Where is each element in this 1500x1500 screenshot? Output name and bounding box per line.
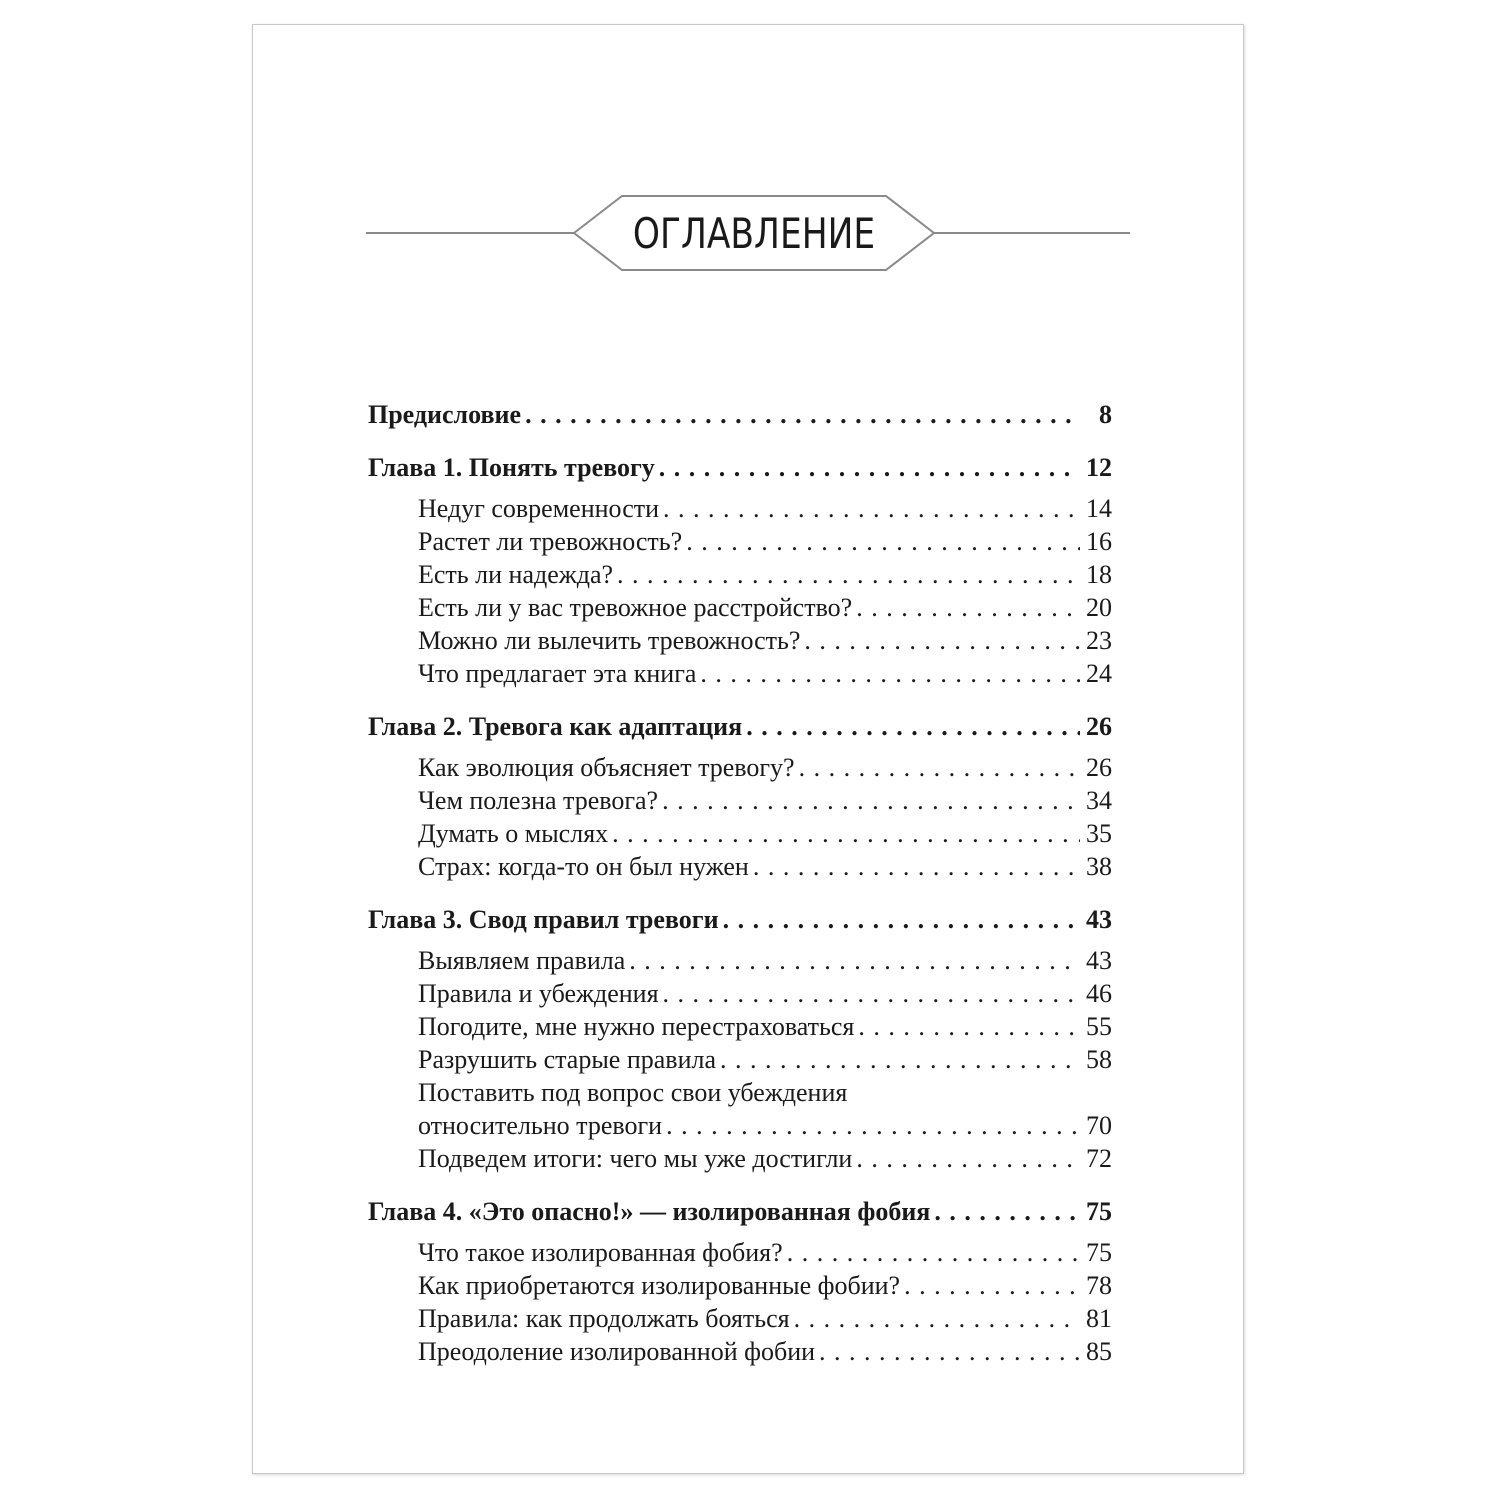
dot-leader bbox=[799, 751, 1080, 784]
entry-label: Погодите, мне нужно перестраховаться bbox=[418, 1012, 855, 1041]
toc-entry-section[interactable] bbox=[368, 657, 1112, 690]
dot-leader bbox=[617, 558, 1080, 591]
page-number: 34 bbox=[1086, 786, 1112, 815]
entry-label: относительно тревоги bbox=[418, 1111, 663, 1140]
dot-leader bbox=[856, 591, 1080, 624]
entry-label: Выявляем правила bbox=[418, 946, 626, 975]
page-number: 85 bbox=[1086, 1337, 1112, 1366]
dot-leader bbox=[612, 817, 1080, 850]
page-number: 78 bbox=[1086, 1271, 1112, 1300]
toc-entry-chapter-1[interactable] bbox=[368, 451, 1112, 484]
dot-leader bbox=[720, 1043, 1080, 1076]
page-number: 26 bbox=[1086, 753, 1112, 782]
dot-leader bbox=[629, 944, 1080, 977]
toc-entry-section[interactable] bbox=[368, 492, 1112, 525]
page-number: 38 bbox=[1086, 852, 1112, 881]
dot-leader bbox=[856, 1142, 1080, 1175]
toc-entry-section[interactable] bbox=[368, 1109, 1112, 1142]
entry-label: Правила и убеждения bbox=[418, 979, 659, 1008]
entry-label: Правила: как продолжать бояться bbox=[418, 1304, 790, 1333]
page-number: 14 bbox=[1086, 494, 1112, 523]
entry-label: Преодоление изолированной фобии bbox=[418, 1337, 816, 1366]
toc-entry-section[interactable] bbox=[368, 817, 1112, 850]
entry-label: Как приобретаются изолированные фобии? bbox=[418, 1271, 901, 1300]
dot-leader bbox=[700, 657, 1080, 690]
page-number: 35 bbox=[1086, 819, 1112, 848]
dot-leader bbox=[659, 451, 1080, 484]
dot-leader bbox=[904, 1269, 1080, 1302]
dot-leader bbox=[934, 1195, 1080, 1228]
toc-entry-section[interactable] bbox=[368, 1335, 1112, 1368]
toc-entry-chapter-3[interactable] bbox=[368, 903, 1112, 936]
dot-leader bbox=[663, 977, 1080, 1010]
page-number: 24 bbox=[1086, 659, 1112, 688]
toc-entry-section[interactable] bbox=[368, 751, 1112, 784]
entry-label: Предисловие bbox=[368, 400, 522, 429]
toc-entry-section[interactable] bbox=[368, 1010, 1112, 1043]
entry-label: Есть ли у вас тревожное расстройство? bbox=[418, 593, 853, 622]
toc-entry-chapter-4[interactable] bbox=[368, 1195, 1112, 1228]
entry-label: Думать о мыслях bbox=[418, 819, 609, 848]
page-number: 26 bbox=[1086, 712, 1112, 741]
toc-entry-section[interactable] bbox=[368, 591, 1112, 624]
page-number: 12 bbox=[1086, 453, 1112, 482]
entry-label: Недуг современности bbox=[418, 494, 660, 523]
dot-leader bbox=[858, 1010, 1080, 1043]
toc-entry-section[interactable] bbox=[368, 1269, 1112, 1302]
page-number: 75 bbox=[1086, 1238, 1112, 1267]
toc-entry-section[interactable] bbox=[368, 1043, 1112, 1076]
page-number: 8 bbox=[1099, 400, 1112, 429]
dot-leader bbox=[666, 1109, 1080, 1142]
entry-label: Чем полезна тревога? bbox=[418, 786, 659, 815]
dot-leader bbox=[794, 1302, 1080, 1335]
page-number: 43 bbox=[1086, 905, 1112, 934]
dot-leader bbox=[787, 1236, 1080, 1269]
dot-leader bbox=[525, 398, 1080, 431]
entry-label: Растет ли тревожность? bbox=[418, 527, 683, 556]
page-number: 75 bbox=[1086, 1197, 1112, 1226]
toc-entry-section[interactable] bbox=[368, 624, 1112, 657]
dot-leader bbox=[686, 525, 1080, 558]
toc-entry-section[interactable] bbox=[368, 525, 1112, 558]
toc-entry-section[interactable] bbox=[368, 1142, 1112, 1175]
entry-label: Разрушить старые правила bbox=[418, 1045, 717, 1074]
dot-leader bbox=[819, 1335, 1080, 1368]
toc-entry-section[interactable] bbox=[368, 977, 1112, 1010]
page-title: ОГЛАВЛЕНИЕ bbox=[632, 208, 876, 258]
toc-entry-preface[interactable] bbox=[368, 398, 1112, 431]
page-number: 81 bbox=[1086, 1304, 1112, 1333]
page-number: 43 bbox=[1086, 946, 1112, 975]
toc-entry-section[interactable] bbox=[368, 944, 1112, 977]
entry-label: Как эволюция объясняет тревогу? bbox=[418, 753, 795, 782]
entry-label: Что такое изолированная фобия? bbox=[418, 1238, 783, 1267]
entry-label: Глава 3. Свод правил тревоги bbox=[368, 905, 719, 934]
page-number: 18 bbox=[1086, 560, 1112, 589]
page-number: 20 bbox=[1086, 593, 1112, 622]
dot-leader bbox=[753, 850, 1080, 883]
toc-entry-section[interactable] bbox=[368, 784, 1112, 817]
dot-leader bbox=[804, 624, 1080, 657]
page-number: 58 bbox=[1086, 1045, 1112, 1074]
table-of-contents bbox=[368, 398, 1112, 1368]
toc-entry-section[interactable] bbox=[368, 558, 1112, 591]
entry-label: Глава 1. Понять тревогу bbox=[368, 453, 655, 482]
entry-label-line1: Поставить под вопрос свои убеждения bbox=[418, 1078, 848, 1107]
page-number: 16 bbox=[1086, 527, 1112, 556]
page-number: 23 bbox=[1086, 626, 1112, 655]
dot-leader bbox=[663, 492, 1080, 525]
toc-entry-chapter-2[interactable] bbox=[368, 710, 1112, 743]
toc-entry-section[interactable] bbox=[368, 850, 1112, 883]
entry-label: Глава 4. «Это опасно!» — изолированная фобия bbox=[368, 1197, 931, 1226]
dot-leader bbox=[723, 903, 1080, 936]
entry-label: Что предлагает эта книга bbox=[418, 659, 697, 688]
page-number: 46 bbox=[1086, 979, 1112, 1008]
page-number: 72 bbox=[1086, 1144, 1112, 1173]
page-number: 55 bbox=[1086, 1012, 1112, 1041]
entry-label: Глава 2. Тревога как адаптация bbox=[368, 712, 743, 741]
page-number: 70 bbox=[1086, 1111, 1112, 1140]
entry-label: Страх: когда-то он был нужен bbox=[418, 852, 749, 881]
entry-label: Можно ли вылечить тревожность? bbox=[418, 626, 801, 655]
entry-label: Подведем итоги: чего мы уже достигли bbox=[418, 1144, 853, 1173]
toc-entry-section[interactable] bbox=[368, 1302, 1112, 1335]
entry-label: Есть ли надежда? bbox=[418, 560, 614, 589]
toc-entry-section[interactable] bbox=[368, 1236, 1112, 1269]
dot-leader bbox=[662, 784, 1080, 817]
dot-leader bbox=[746, 710, 1080, 743]
